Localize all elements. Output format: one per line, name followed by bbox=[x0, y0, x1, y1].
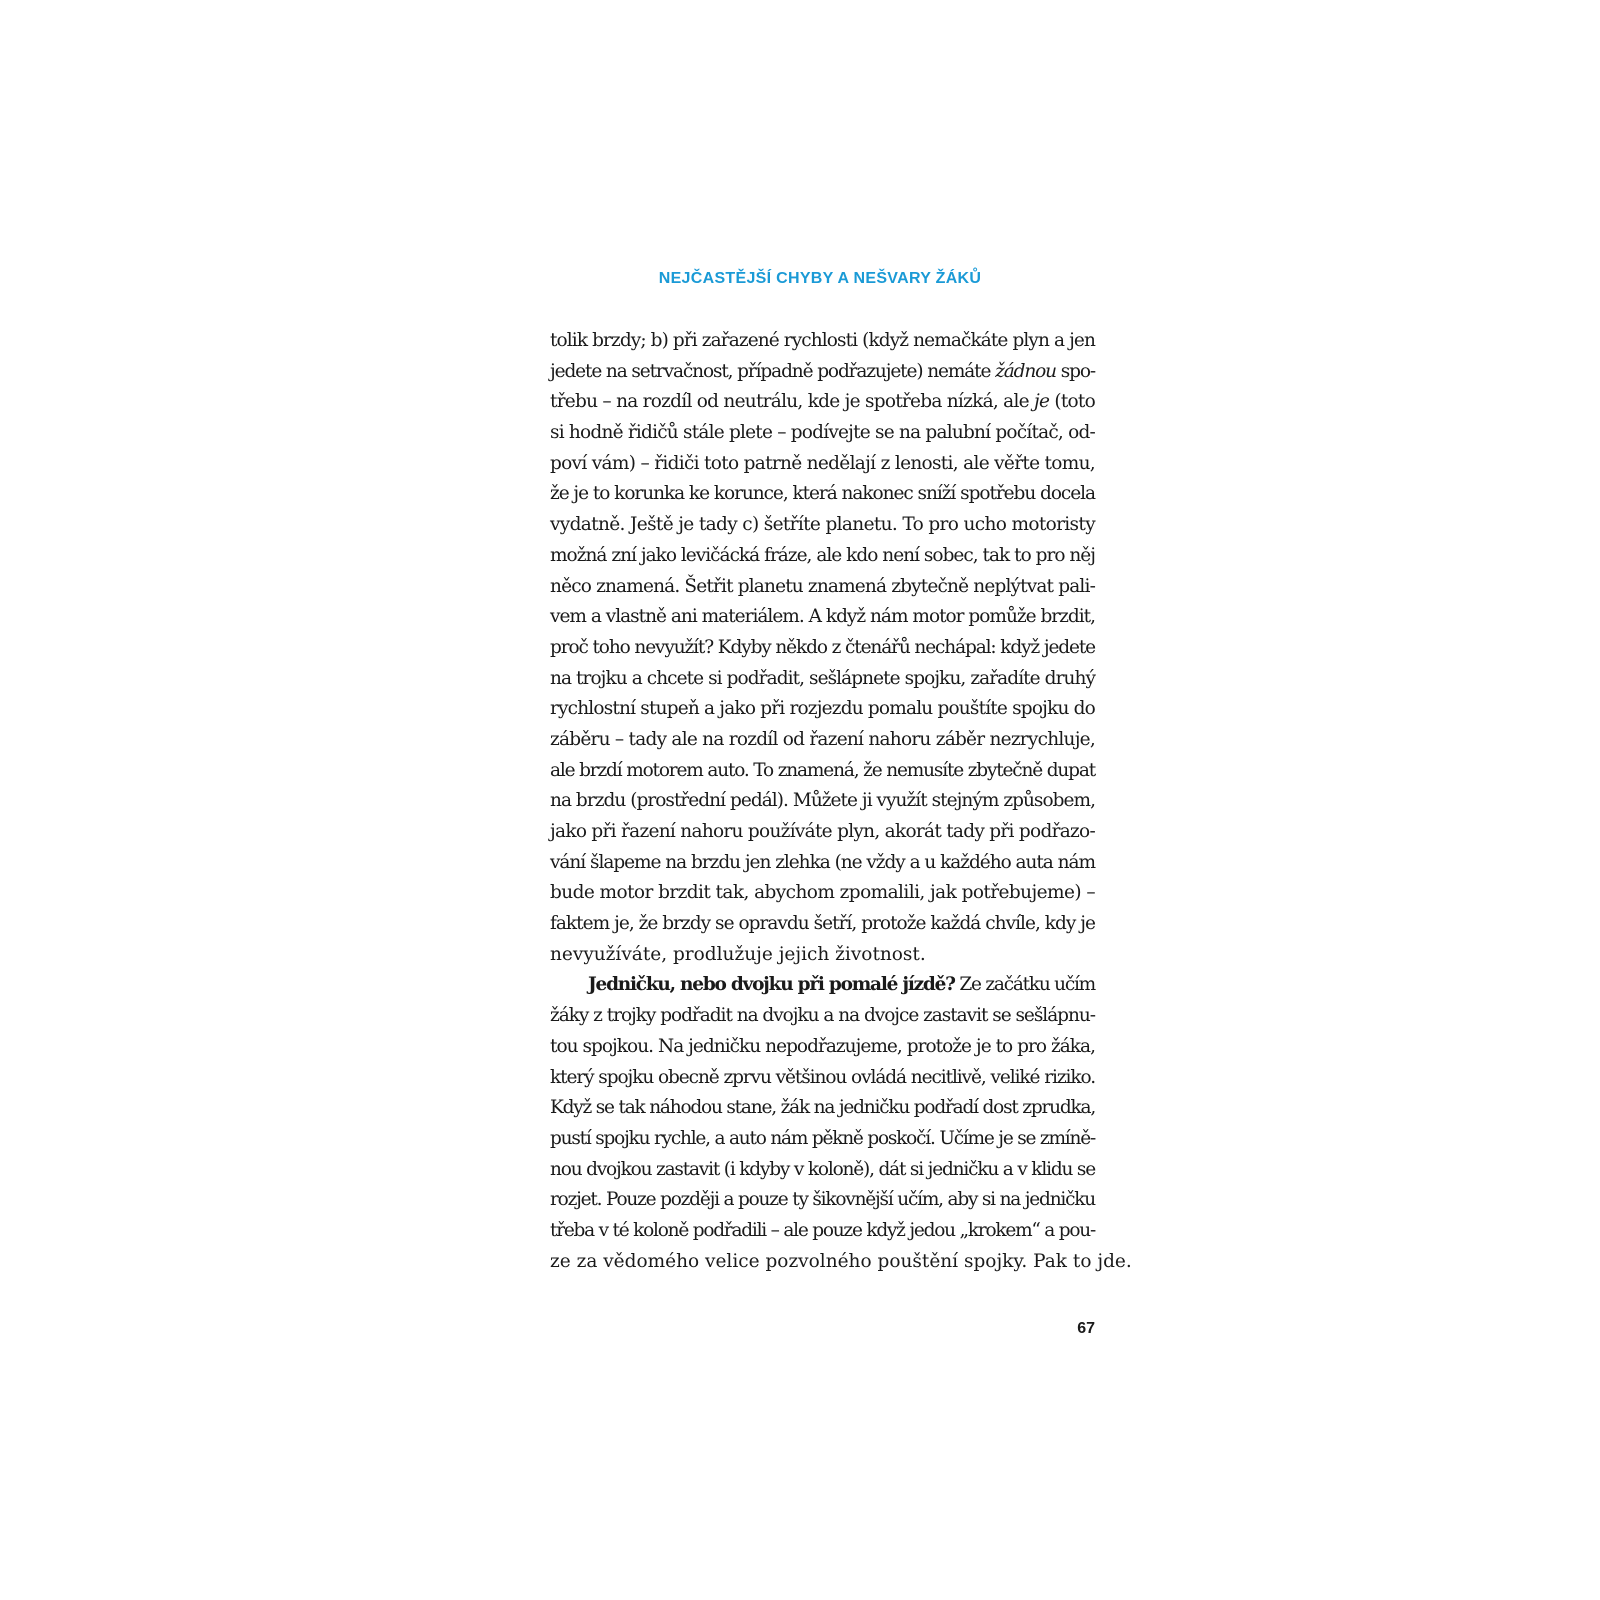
italic-text-run: žádnou bbox=[995, 360, 1056, 382]
text-run: který spojku obecně zprvu většinou ovládá necitlivě, veliké riziko. bbox=[550, 1066, 1095, 1088]
text-run: záběru – tady ale na rozdíl od řazení nahoru záběr nezrychluje, bbox=[550, 728, 1095, 750]
text-run: že je to korunka ke korunce, která nakonec sníží spotřebu docela bbox=[550, 483, 1095, 505]
text-line bbox=[550, 817, 1095, 848]
text-line bbox=[550, 602, 1095, 633]
text-run: rozjet. Pouze později a pouze ty šikovnější učím, aby si na jedničku bbox=[550, 1189, 1095, 1211]
text-line bbox=[550, 572, 1095, 603]
text-run: rychlostní stupeň a jako při rozjezdu pomalu pouštíte spojku do bbox=[550, 698, 1095, 720]
body-text bbox=[550, 326, 1132, 1277]
text-run: spo- bbox=[1055, 360, 1095, 382]
text-run: (toto bbox=[1049, 391, 1096, 413]
text-line bbox=[550, 970, 1095, 1001]
text-run: ze za vědomého velice pozvolného pouštění spojky. Pak to jde. bbox=[550, 1250, 1132, 1272]
text-line bbox=[550, 326, 1095, 357]
text-run: nou dvojkou zastavit (i kdyby v koloně), dát si jedničku a v klidu se bbox=[550, 1158, 1095, 1180]
text-line bbox=[550, 357, 1095, 388]
bold-heading-run: Jedničku, nebo dvojku při pomalé jízdě? bbox=[588, 974, 955, 996]
text-line bbox=[550, 479, 1095, 510]
text-run: jako při řazení nahoru používáte plyn, akorát tady při podřazo- bbox=[550, 821, 1095, 842]
paragraph-2 bbox=[550, 970, 1132, 1277]
text-line bbox=[550, 1001, 1095, 1032]
text-run: žáky z trojky podřadit na dvojku a na dvojce zastavit se sešlápnu- bbox=[550, 1005, 1095, 1027]
text-run: proč toho nevyužít? Kdyby někdo z čtenářů nechápal: když jedete bbox=[550, 636, 1095, 658]
running-head: NEJČASTĚJŠÍ CHYBY A NEŠVARY ŽÁKŮ bbox=[658, 270, 982, 287]
text-line bbox=[550, 909, 1095, 940]
text-line bbox=[550, 1247, 1132, 1278]
text-run: Ze začátku učím bbox=[954, 974, 1095, 996]
text-run: bude motor brzdit tak, abychom zpomalili, jak potřebujeme) – bbox=[550, 882, 1095, 904]
text-line bbox=[550, 418, 1095, 449]
text-run: poví vám) – řidiči toto patrně nedělají z lenosti, ale věřte tomu, bbox=[550, 452, 1095, 474]
text-line bbox=[550, 1155, 1095, 1186]
text-run: faktem je, že brzdy se opravdu šetří, protože každá chvíle, kdy je bbox=[550, 913, 1095, 935]
text-line bbox=[550, 1216, 1095, 1247]
text-run: tou spojkou. Na jedničku nepodřazujeme, protože je to pro žáka, bbox=[550, 1035, 1095, 1057]
text-run: si hodně řidičů stále plete – podívejte se na palubní počítač, od- bbox=[550, 422, 1095, 444]
text-run: něco znamená. Šetřit planetu znamená zbytečně neplýtvat pali- bbox=[550, 575, 1095, 597]
text-run: jedete na setrvačnost, případně podřazujete) nemáte bbox=[550, 360, 996, 382]
text-line bbox=[550, 664, 1095, 695]
text-run: nevyužíváte, prodlužuje jejich životnost. bbox=[550, 943, 926, 965]
text-run: třeba v té koloně podřadili – ale pouze když jedou „krokem“ a pou- bbox=[550, 1219, 1095, 1241]
text-run: vání šlapeme na brzdu jen zlehka (ne vždy a u každého auta nám bbox=[550, 851, 1096, 873]
text-line bbox=[550, 725, 1095, 756]
text-line bbox=[550, 449, 1095, 480]
text-line bbox=[550, 786, 1095, 817]
text-run: možná zní jako levičácká fráze, ale kdo není sobec, tak to pro něj bbox=[550, 544, 1096, 566]
text-line bbox=[550, 848, 1095, 879]
text-run: vydatně. Ještě je tady c) šetříte planetu. To pro ucho motoristy bbox=[550, 514, 1095, 536]
text-run: pustí spojku rychle, a auto nám pěkně poskočí. Učíme je se zmíně- bbox=[550, 1127, 1095, 1149]
text-line bbox=[550, 1093, 1095, 1124]
text-run: ale brzdí motorem auto. To znamená, že nemusíte zbytečně dupat bbox=[550, 759, 1095, 781]
text-run: tolik brzdy; b) při zařazené rychlosti (když nemačkáte plyn a jen bbox=[550, 330, 1095, 351]
text-line bbox=[550, 541, 1095, 572]
text-line bbox=[550, 878, 1095, 909]
paragraph-1 bbox=[550, 326, 1095, 970]
text-line bbox=[550, 633, 1095, 664]
text-run: na trojku a chcete si podřadit, sešlápnete spojku, zařadíte druhý bbox=[550, 667, 1095, 689]
text-line bbox=[550, 694, 1095, 725]
text-line bbox=[550, 756, 1095, 787]
text-run: třebu – na rozdíl od neutrálu, kde je spotřeba nízká, ale bbox=[550, 391, 1034, 413]
text-line bbox=[550, 510, 1095, 541]
text-line bbox=[550, 940, 1095, 971]
text-line bbox=[550, 387, 1095, 418]
text-run: Když se tak náhodou stane, žák na jedničku podřadí dost zprudka, bbox=[550, 1097, 1095, 1119]
text-run: na brzdu (prostřední pedál). Můžete ji využít stejným způsobem, bbox=[550, 790, 1095, 812]
italic-text-run: je bbox=[1033, 391, 1050, 413]
text-line bbox=[550, 1185, 1095, 1216]
text-line bbox=[550, 1063, 1095, 1094]
text-line bbox=[550, 1032, 1095, 1063]
text-run: vem a vlastně ani materiálem. A když nám motor pomůže brzdit, bbox=[550, 606, 1095, 628]
text-line bbox=[550, 1124, 1095, 1155]
page-number: 67 bbox=[1077, 1320, 1095, 1337]
